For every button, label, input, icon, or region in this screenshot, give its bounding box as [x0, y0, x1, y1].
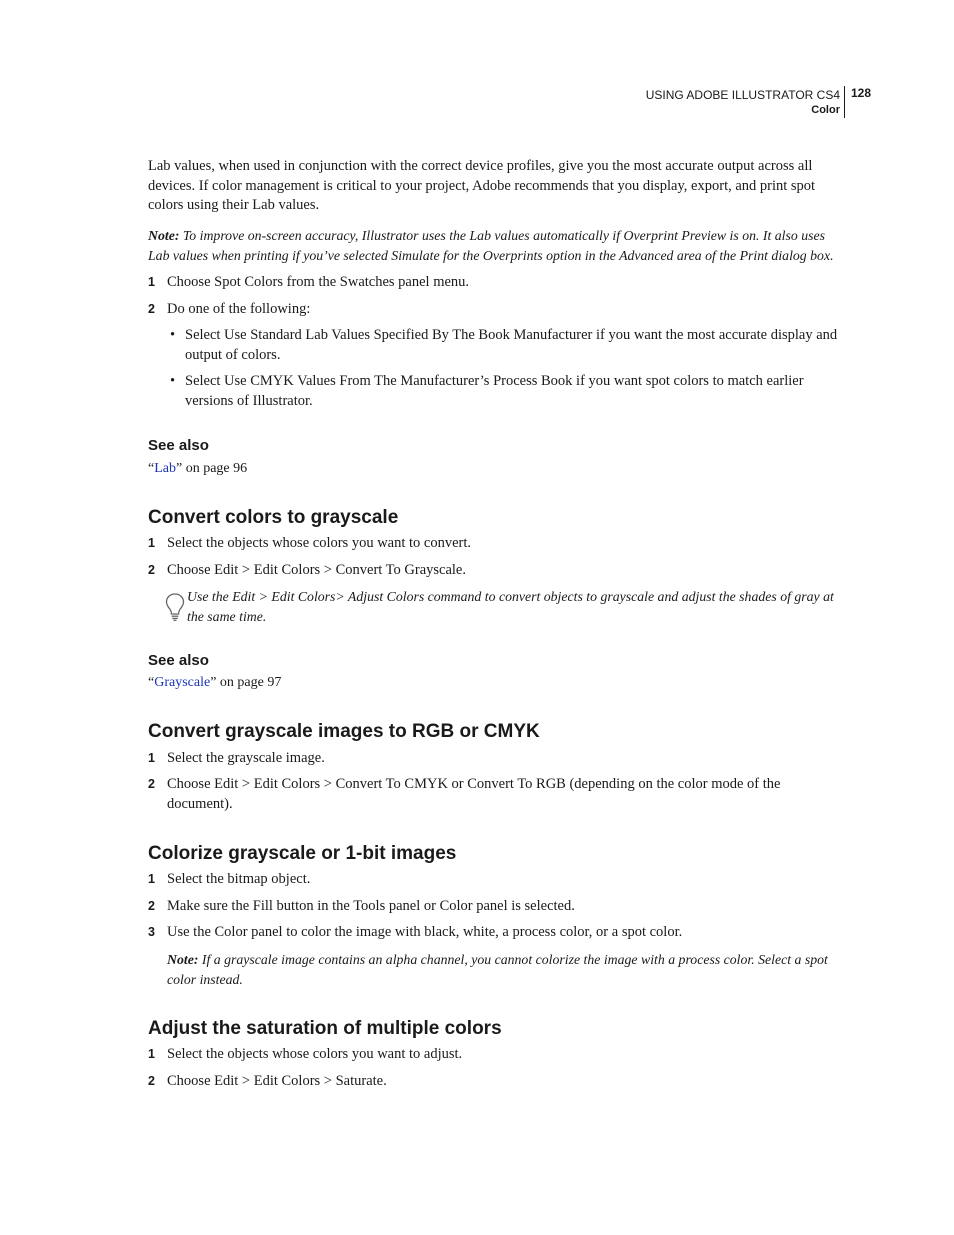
list-item [148, 775, 840, 814]
step-number: 2 [148, 302, 155, 316]
note-paragraph [167, 950, 840, 989]
bullet-item [167, 372, 840, 411]
bullet-item [167, 326, 840, 365]
bullet-text: Select Use Standard Lab Values Specified By The Book Manufacturer if you want the most accurate display and output of colors. [185, 327, 838, 363]
note-text: To improve on-screen accuracy, Illustrator uses the Lab values automatically if Overprint Preview is on. It also uses Lab values when printing if you’ve selected Simulate for the Overprints option in the Advanced area of the Print dialog box. [148, 228, 834, 263]
step-number: 2 [148, 899, 155, 913]
lightbulb-icon [164, 592, 186, 622]
step-number: 1 [148, 275, 155, 289]
open-quote: “ [148, 461, 155, 476]
step-text: Make sure the Fill button in the Tools panel or Color panel is selected. [167, 898, 575, 914]
list-item [148, 1072, 840, 1092]
note-label: Note: [148, 228, 180, 243]
see-also-reference [148, 673, 281, 692]
list-item [148, 923, 840, 943]
step-number: 2 [148, 1074, 155, 1088]
see-also-heading: See also [148, 652, 209, 669]
running-header-section: Color [811, 104, 840, 116]
step-text: Select the grayscale image. [167, 750, 325, 766]
list-item [148, 749, 840, 769]
step-text: Do one of the following: [167, 301, 311, 317]
step-number: 2 [148, 563, 155, 577]
lab-link[interactable]: Lab [154, 461, 176, 476]
step-text: Select the objects whose colors you want to convert. [167, 535, 472, 551]
intro-paragraph: Lab values, when used in conjunction with the correct device profiles, give you the most accurate output across all devices. If color management is critical to your project, Adobe recommends that you display, export, and print spot colors using their Lab values. [148, 158, 816, 214]
reference-page: ” on page 97 [210, 675, 282, 690]
section-heading: Adjust the saturation of multiple colors [148, 1018, 502, 1039]
page-number: 128 [851, 86, 872, 100]
list-item [148, 273, 840, 293]
list-item [148, 300, 840, 320]
step-text: Select the objects whose colors you want to adjust. [167, 1046, 463, 1062]
step-text: Select the bitmap object. [167, 871, 311, 887]
step-number: 1 [148, 751, 155, 765]
section-heading: Convert grayscale images to RGB or CMYK [148, 721, 540, 742]
open-quote: “ [148, 675, 155, 690]
step-text: Choose Edit > Edit Colors > Convert To Grayscale. [167, 562, 466, 578]
list-item [148, 1045, 840, 1065]
header-divider [844, 86, 845, 118]
grayscale-link[interactable]: Grayscale [154, 675, 211, 690]
step-text: Choose Edit > Edit Colors > Convert To CMYK or Convert To RGB (depending on the color mode of the document). [167, 776, 781, 812]
step-number: 3 [148, 925, 155, 939]
bullet-text: Select Use CMYK Values From The Manufacturer’s Process Book if you want spot colors to match earlier versions of Illustrator. [185, 373, 804, 409]
step-number: 1 [148, 536, 155, 550]
note-paragraph [148, 226, 840, 265]
see-also-reference [148, 459, 247, 478]
step-text: Use the Color panel to color the image with black, white, a process color, or a spot color. [167, 924, 683, 940]
list-item [148, 534, 840, 554]
step-text: Choose Edit > Edit Colors > Saturate. [167, 1073, 387, 1089]
tip-text: Use the Edit > Edit Colors> Adjust Colors command to convert objects to grayscale and adjust the shades of gray at the same time. [187, 589, 834, 624]
note-text: If a grayscale image contains an alpha channel, you cannot colorize the image with a process color. Select a spot color instead. [167, 952, 828, 987]
step-text: Choose Spot Colors from the Swatches panel menu. [167, 274, 470, 290]
see-also-heading: See also [148, 437, 209, 454]
section-heading: Colorize grayscale or 1-bit images [148, 843, 457, 864]
bullet-glyph: • [170, 373, 176, 389]
running-header-title: USING ADOBE ILLUSTRATOR CS4 [645, 88, 840, 102]
section-heading: Convert colors to grayscale [148, 507, 399, 528]
bullet-glyph: • [170, 327, 176, 343]
step-number: 1 [148, 1047, 155, 1061]
note-label: Note: [167, 952, 199, 967]
reference-page: ” on page 96 [175, 461, 248, 476]
list-item [148, 897, 840, 917]
step-number: 1 [148, 872, 155, 886]
step-number: 2 [148, 777, 155, 791]
list-item [148, 870, 840, 890]
list-item [148, 561, 840, 581]
